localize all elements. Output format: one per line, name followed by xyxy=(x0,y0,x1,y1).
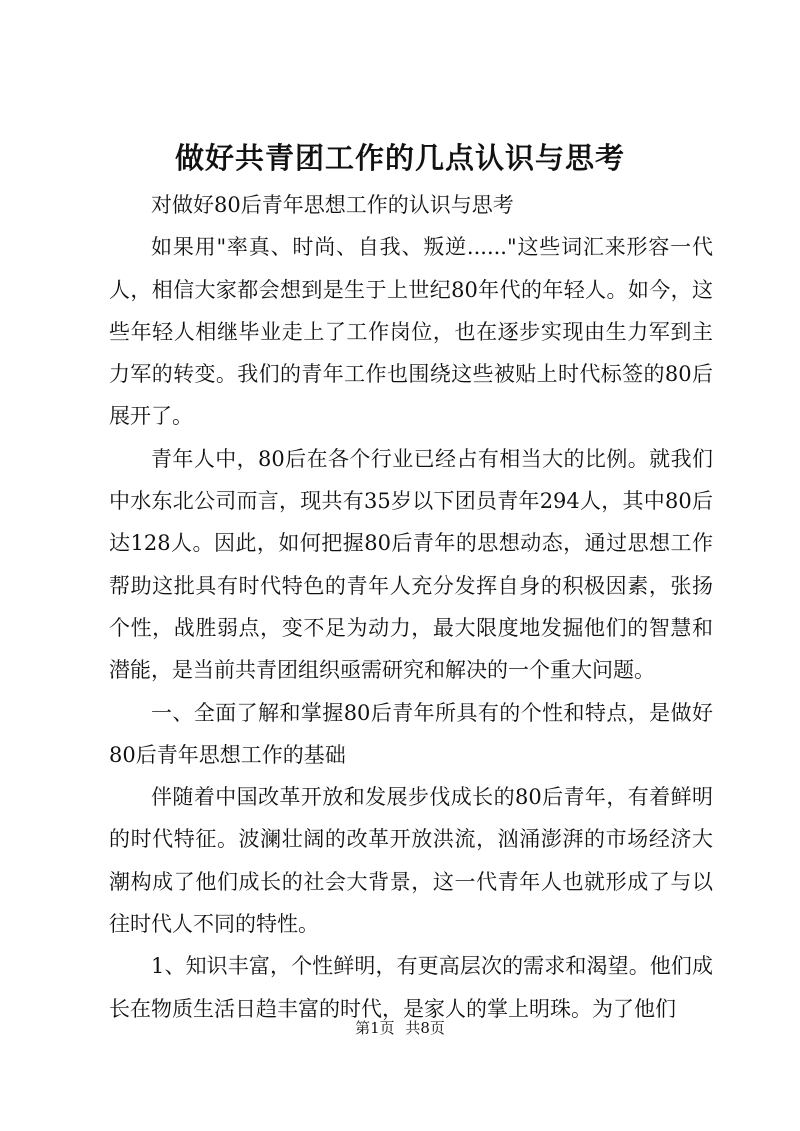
page-total: 共8页 xyxy=(405,1019,445,1037)
subtitle-paragraph: 对做好80后青年思想工作的认识与思考 xyxy=(151,193,514,217)
body-paragraph: 1、知识丰富，个性鲜明，有更高层次的需求和渴望。他们成长在物质生活日趋丰富的时代，是家人的掌上明珠。为了他们 xyxy=(109,954,713,1021)
document-title: 做好共青团工作的几点认识与思考 xyxy=(174,141,625,175)
body-paragraph: 青年人中，80后在各个行业已经占有相当大的比例。就我们中水东北公司而言，现共有35岁以下团员青年294人，其中80后达128人。因此，如何把握80后青年的思想动态，通过思想工作帮助这批具有时代特色的青年人充分发挥自身的积极因素，张扬个性，战胜弱点，变不足为动力，最大限度地发掘他们的智慧和潜能，是当前共青团组织亟需研究和解决的一个重大问题。 xyxy=(109,446,713,683)
section-heading: 一、全面了解和掌握80后青年所具有的个性和特点，是做好80后青年思想工作的基础 xyxy=(109,700,713,767)
page-footer xyxy=(0,1018,800,1038)
page-number: 第1页 xyxy=(355,1019,395,1037)
body-paragraph: 如果用"率真、时尚、自我、叛逆......"这些词汇来形容一代人，相信大家都会想到是生于上世纪80年代的年轻人。如今，这些年轻人相继毕业走上了工作岗位，也在逐步实现由生力军到主力军的转变。我们的青年工作也围绕这些被贴上时代标签的80后展开了。 xyxy=(109,235,713,429)
body-paragraph: 伴随着中国改革开放和发展步伐成长的80后青年，有着鲜明的时代特征。波澜壮阔的改革开放洪流，汹涌澎湃的市场经济大潮构成了他们成长的社会大背景，这一代青年人也就形成了与以往时代人不同的特性。 xyxy=(109,785,713,937)
document-body xyxy=(109,184,713,1030)
